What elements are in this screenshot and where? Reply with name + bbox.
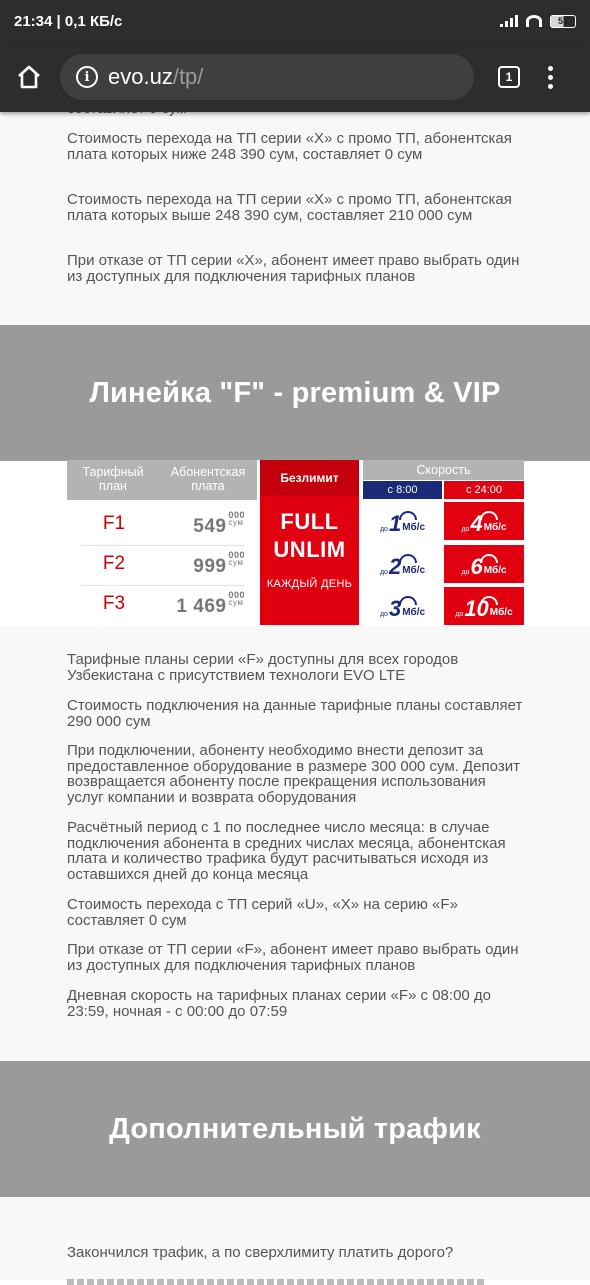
paragraph: При отказе от ТП серии «X», абонент имеет право выбрать один из доступных для подключения тарифных планов	[67, 252, 520, 285]
url-path: /tp/	[172, 64, 204, 89]
speedometer-icon	[480, 511, 498, 520]
unlimited-title: FULL UNLIM	[273, 509, 346, 562]
status-time: 21:34	[14, 12, 53, 30]
paragraph: При отказе от ТП серии «F», абонент имеет право выбрать один из доступных для подключения тарифных планов	[67, 941, 519, 974]
header-day-speed: с 8:00	[363, 481, 442, 499]
paragraph: Расчётный период с 1 по последнее число месяца: в случае подключения абонента в средних числах месяца, абонентская плата и количество трафика будут расчитываться исходя из оставшихся дней до конца месяца	[67, 819, 506, 883]
row-divider	[81, 545, 245, 546]
night-speed: до 10 Мб/с	[444, 587, 524, 625]
speedometer-icon	[480, 596, 498, 605]
unlimited-label: Безлимит	[260, 460, 359, 496]
row-divider	[81, 585, 245, 586]
day-speed: до 1 Мб/с	[363, 502, 442, 540]
paragraph: При подключении, абоненту необходимо внести депозит за предоставленное оборудование в размере 300 000 сум. Депозит возвращается абоненту после прекращения использования услуг компании и возврата оборудования	[67, 742, 520, 806]
night-speed: до 6 Мб/с	[444, 545, 524, 583]
paragraph: Дневная скорость на тарифных планах серии «F» с 08:00 до 23:59, ночная - с 00:00 до 07:59	[67, 987, 492, 1020]
paragraph: Стоимость подключения на данные тарифные планы составляет 290 000 сум	[67, 697, 523, 730]
wifi-icon	[526, 15, 542, 27]
signal-icon	[500, 15, 518, 27]
section-title: Линейка "F" - premium & VIP	[89, 376, 501, 409]
header-night-speed: с 24:00	[444, 481, 524, 499]
header-speed: Скорость	[363, 460, 524, 480]
section-banner-f	[0, 325, 590, 461]
status-bar	[0, 0, 590, 42]
section-title: Дополнительный трафик	[109, 1112, 481, 1145]
paragraph: Тарифные планы серии «F» доступны для всех городов Узбекистана с присутствием технологи EVO LTE	[67, 651, 459, 684]
tariff-table-graphic	[67, 460, 524, 626]
battery-level: 53	[557, 16, 568, 26]
section-banner-extra-traffic	[0, 1061, 590, 1197]
plan-price: $549^{000 сум}$	[193, 510, 245, 537]
info-icon[interactable]: i	[76, 66, 98, 88]
section-extra-traffic	[0, 1197, 590, 1280]
speedometer-icon	[399, 596, 417, 605]
browser-toolbar	[0, 42, 590, 112]
speedometer-icon	[480, 554, 498, 563]
status-left	[14, 13, 500, 30]
plan-price: $999^{000 сум}$	[193, 550, 245, 577]
speedometer-icon	[399, 511, 417, 520]
paragraph: Стоимость перехода с ТП серий «U», «X» на серию «F» составляет 0 сум	[67, 896, 458, 929]
paragraph: Стоимость перехода на ТП серии «X» с промо ТП, абонентская плата которых выше 248 390 сум, составляет 210 000 сум	[67, 191, 512, 224]
unlimited-subtitle: КАЖДЫЙ ДЕНЬ	[266, 578, 353, 590]
battery-icon	[550, 15, 576, 28]
more-menu-icon[interactable]	[548, 66, 553, 89]
status-separator: |	[56, 12, 65, 30]
tab-count: 1	[505, 70, 513, 84]
plan-name: F3	[102, 593, 126, 614]
paragraph: Стоимость перехода на ТП серии «X» с промо ТП, абонентская плата которых ниже 248 390 сум, составляет 0 сум	[67, 130, 512, 163]
section-f	[0, 626, 590, 1061]
day-speed: до 2 Мб/с	[363, 545, 442, 583]
tab-switcher-button[interactable]	[498, 66, 520, 88]
day-speed: до 3 Мб/с	[363, 587, 442, 625]
header-fee: Абонентская плата	[159, 460, 257, 500]
speedometer-icon	[399, 554, 417, 563]
home-icon	[16, 64, 42, 90]
url-text[interactable]	[108, 64, 203, 90]
section-x	[0, 112, 590, 325]
home-button[interactable]	[14, 62, 44, 92]
plan-price: 1 $469^{000 сум}$	[176, 590, 245, 617]
header-plan: Тарифный план	[67, 460, 159, 500]
paragraph: Закончился трафик, а по сверхлимиту платить дорого?	[67, 1244, 454, 1261]
plan-name: F2	[102, 553, 126, 574]
night-speed: до 4 Мб/с	[444, 502, 524, 540]
page-content	[0, 112, 590, 1280]
cut-off-text	[67, 1275, 523, 1285]
address-bar[interactable]	[60, 54, 474, 100]
plan-name: F1	[102, 513, 126, 534]
url-host: evo.uz	[108, 64, 173, 89]
status-icons	[500, 15, 576, 28]
status-net-speed: 0,1 КБ/с	[64, 12, 123, 30]
